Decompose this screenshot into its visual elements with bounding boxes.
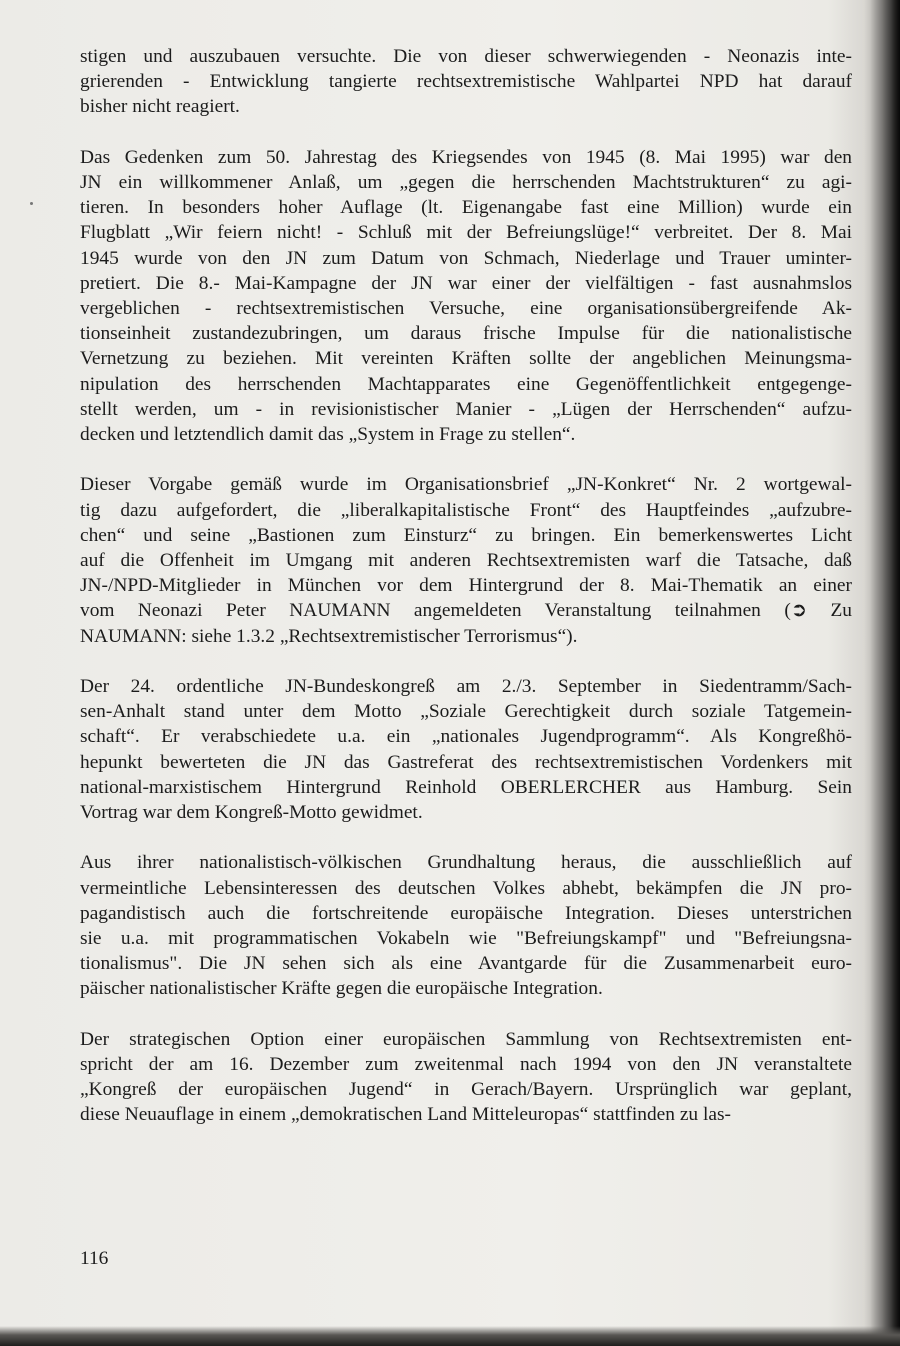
text-line: tionalismus". Die JN sehen sich als eine Avantgarde für die Zusammenarbeit euro-	[80, 953, 852, 975]
text-line: bisher nicht reagiert.	[80, 96, 240, 118]
text-line: diese Neuauflage in einem „demokratischen Land Mitteleuropas“ stattfinden zu las-	[80, 1104, 731, 1126]
text-line: schaft“. Er verabschiedete u.a. ein „nationales Jugendprogramm“. Als Kongreßhö-	[80, 726, 852, 748]
text-line: decken und letztendlich damit das „System in Frage zu stellen“.	[80, 424, 576, 446]
binding-shadow	[870, 0, 900, 1346]
paragraph	[80, 145, 852, 447]
page-bottom-edge	[0, 1326, 900, 1346]
text-line: Das Gedenken zum 50. Jahrestag des Kriegsendes von 1945 (8. Mai 1995) war den	[80, 146, 852, 168]
text-line: 1945 wurde von den JN zum Datum von Schmach, Niederlage und Trauer uminter-	[80, 247, 852, 269]
text-line: tionseinheit zustandezubringen, um daraus frische Impulse für die nationalistische	[80, 323, 852, 345]
text-line: tieren. In besonders hoher Auflage (lt. Eigenangabe fast eine Million) wurde ein	[80, 197, 852, 219]
text-line: pretiert. Die 8.- Mai-Kampagne der JN war einer der vielfältigen - fast ausnahmslos	[80, 272, 852, 294]
text-line: „Kongreß der europäischen Jugend“ in Gerach/Bayern. Ursprünglich war geplant,	[80, 1079, 852, 1101]
text-line: JN ein willkommener Anlaß, um „gegen die herrschenden Machtstrukturen“ zu agi-	[80, 172, 852, 193]
text-line: Vortrag war dem Kongreß-Motto gewidmet.	[80, 802, 423, 824]
text-line: auf die Offenheit im Umgang mit anderen Rechtsextremisten warf die Tatsache, daß	[80, 550, 852, 572]
text-line: stigen und auszubauen versuchte. Die von dieser schwerwiegenden - Neonazis inte-	[80, 46, 852, 67]
page-number: 116	[80, 1248, 109, 1269]
text-line: pagandistisch auch die fortschreitende europäische Integration. Dieses unterstrichen	[80, 902, 852, 924]
text-line: chen“ und seine „Bastionen zum Einsturz“ zu bringen. Ein bemerkenswertes Licht	[80, 524, 852, 546]
text-line: spricht der am 16. Dezember zum zweitenmal nach 1994 von den JN veranstaltete	[80, 1054, 852, 1076]
text-line: sen-Anhalt stand unter dem Motto „Soziale Gerechtigkeit durch soziale Tatgemein-	[80, 701, 852, 723]
text-line: tig dazu aufgefordert, die „liberalkapitalistische Front“ des Hauptfeindes „aufzubre-	[80, 499, 852, 521]
paragraph	[80, 44, 852, 120]
text-line: Vernetzung zu beziehen. Mit vereinten Kräften sollte der angeblichen Meinungsma-	[80, 348, 852, 370]
body-text	[80, 44, 852, 1153]
text-line: vom Neonazi Peter NAUMANN angemeldeten Veranstaltung teilnahmen (➲ Zu	[80, 600, 852, 622]
text-line: nipulation des herrschenden Machtapparates eine Gegenöffentlichkeit entgegenge-	[80, 373, 852, 395]
text-line: Dieser Vorgabe gemäß wurde im Organisationsbrief „JN-Konkret“ Nr. 2 wortgewal-	[80, 474, 852, 496]
paragraph	[80, 1027, 852, 1128]
paragraph	[80, 674, 852, 825]
text-line: vergeblichen - rechtsextremistischen Versuche, eine organisationsübergreifende Ak-	[80, 298, 852, 320]
text-line: Der 24. ordentliche JN-Bundeskongreß am 2./3. September in Siedentramm/Sach-	[80, 676, 852, 698]
text-line: grierenden - Entwicklung tangierte rechtsextremistische Wahlpartei NPD hat darauf	[80, 71, 852, 93]
text-line: vermeintliche Lebensinteressen des deutschen Volkes abhebt, bekämpfen die JN pro-	[80, 877, 852, 899]
text-line: päischer nationalistischer Kräfte gegen die europäische Integration.	[80, 978, 603, 1000]
text-line: stellt werden, um - in revisionistischer Manier - „Lügen der Herrschenden“ aufzu-	[80, 398, 852, 420]
text-line: NAUMANN: siehe 1.3.2 „Rechtsextremistischer Terrorismus“).	[80, 625, 578, 647]
text-line: national-marxistischem Hintergrund Reinhold OBERLERCHER aus Hamburg. Sein	[80, 776, 852, 798]
text-line: Der strategischen Option einer europäischen Sammlung von Rechtsextremisten ent-	[80, 1028, 852, 1050]
text-line: Flugblatt „Wir feiern nicht! - Schluß mit der Befreiungslüge!“ verbreitet. Der 8. Mai	[80, 222, 852, 244]
scan-speck	[30, 202, 33, 205]
text-line: Aus ihrer nationalistisch-völkischen Grundhaltung heraus, die ausschließlich auf	[80, 852, 852, 874]
paragraph	[80, 850, 852, 1001]
text-line: JN-/NPD-Mitglieder in München vor dem Hintergrund der 8. Mai-Thematik an einer	[80, 575, 852, 597]
text-line: hepunkt bewerteten die JN das Gastreferat des rechtsextremistischen Vordenkers mit	[80, 751, 852, 773]
paragraph	[80, 472, 852, 648]
text-line: sie u.a. mit programmatischen Vokabeln wie "Befreiungskampf" und "Befreiungsna-	[80, 928, 852, 950]
